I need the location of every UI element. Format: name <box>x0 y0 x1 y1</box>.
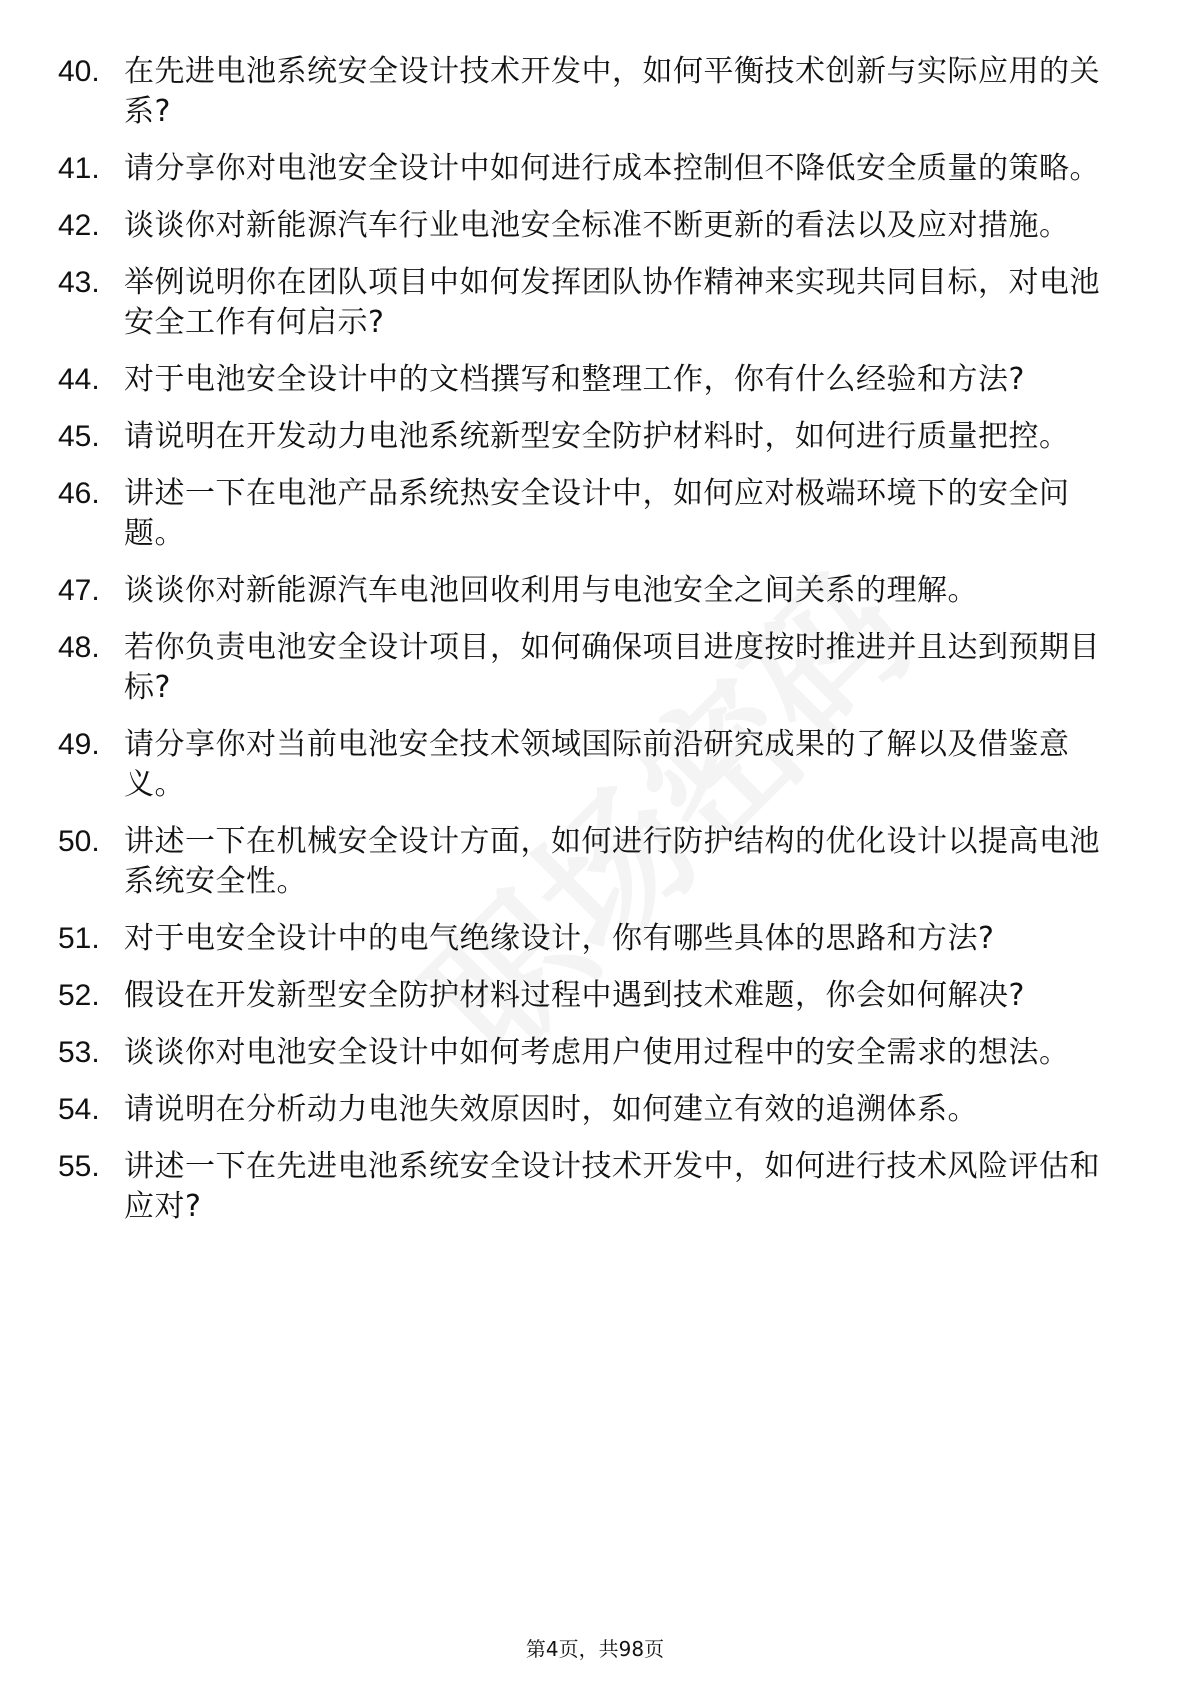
question-number: 41. <box>58 152 100 185</box>
question-item <box>58 149 1128 189</box>
question-item <box>58 360 1128 400</box>
question-text: 谈谈你对电池安全设计中如何考虑用户使用过程中的安全需求的想法。 <box>124 1035 1070 1070</box>
question-number: 53. <box>58 1036 100 1069</box>
question-number: 43. <box>58 266 100 299</box>
question-number: 54. <box>58 1093 100 1126</box>
question-number: 47. <box>58 574 100 607</box>
question-item <box>58 571 1128 611</box>
question-item <box>58 976 1128 1016</box>
question-text: 讲述一下在机械安全设计方面，如何进行防护结构的优化设计以提高电池系统安全性。 <box>124 824 1100 899</box>
question-item <box>58 263 1128 343</box>
question-number: 50. <box>58 825 100 858</box>
question-number: 42. <box>58 209 100 242</box>
question-item <box>58 474 1128 554</box>
question-item <box>58 1147 1128 1227</box>
question-number: 44. <box>58 363 100 396</box>
question-number: 52. <box>58 979 100 1012</box>
question-item <box>58 1033 1128 1073</box>
question-item <box>58 206 1128 246</box>
question-text: 请说明在开发动力电池系统新型安全防护材料时，如何进行质量把控。 <box>124 419 1070 454</box>
question-text: 若你负责电池安全设计项目，如何确保项目进度按时推进并且达到预期目标? <box>124 630 1100 705</box>
question-item <box>58 919 1128 959</box>
question-number: 49. <box>58 728 100 761</box>
question-text: 讲述一下在电池产品系统热安全设计中，如何应对极端环境下的安全问题。 <box>124 476 1070 551</box>
question-number: 40. <box>58 55 100 88</box>
question-number: 55. <box>58 1150 100 1183</box>
page-footer: 第4页，共98页 <box>525 1637 665 1661</box>
question-number: 46. <box>58 477 100 510</box>
question-text: 谈谈你对新能源汽车电池回收利用与电池安全之间关系的理解。 <box>124 573 978 608</box>
question-text: 讲述一下在先进电池系统安全设计技术开发中，如何进行技术风险评估和应对? <box>124 1149 1100 1224</box>
question-item <box>58 628 1128 708</box>
question-number: 45. <box>58 420 100 453</box>
question-item <box>58 417 1128 457</box>
question-number: 48. <box>58 631 100 664</box>
question-list <box>58 52 1128 1244</box>
question-text: 请分享你对当前电池安全技术领域国际前沿研究成果的了解以及借鉴意义。 <box>124 727 1070 802</box>
question-item <box>58 1090 1128 1130</box>
question-text: 对于电池安全设计中的文档撰写和整理工作，你有什么经验和方法? <box>124 362 1025 397</box>
question-text: 谈谈你对新能源汽车行业电池安全标准不断更新的看法以及应对措施。 <box>124 208 1070 243</box>
question-item <box>58 725 1128 805</box>
question-text: 请说明在分析动力电池失效原因时，如何建立有效的追溯体系。 <box>124 1092 978 1127</box>
question-text: 假设在开发新型安全防护材料过程中遇到技术难题，你会如何解决? <box>124 978 1025 1013</box>
question-number: 51. <box>58 922 100 955</box>
question-item <box>58 52 1128 132</box>
question-text: 对于电安全设计中的电气绝缘设计，你有哪些具体的思路和方法? <box>124 921 995 956</box>
question-text: 请分享你对电池安全设计中如何进行成本控制但不降低安全质量的策略。 <box>124 151 1100 186</box>
question-item <box>58 822 1128 902</box>
question-text: 在先进电池系统安全设计技术开发中，如何平衡技术创新与实际应用的关系? <box>124 54 1100 129</box>
question-text: 举例说明你在团队项目中如何发挥团队协作精神来实现共同目标，对电池安全工作有何启示? <box>124 265 1100 340</box>
